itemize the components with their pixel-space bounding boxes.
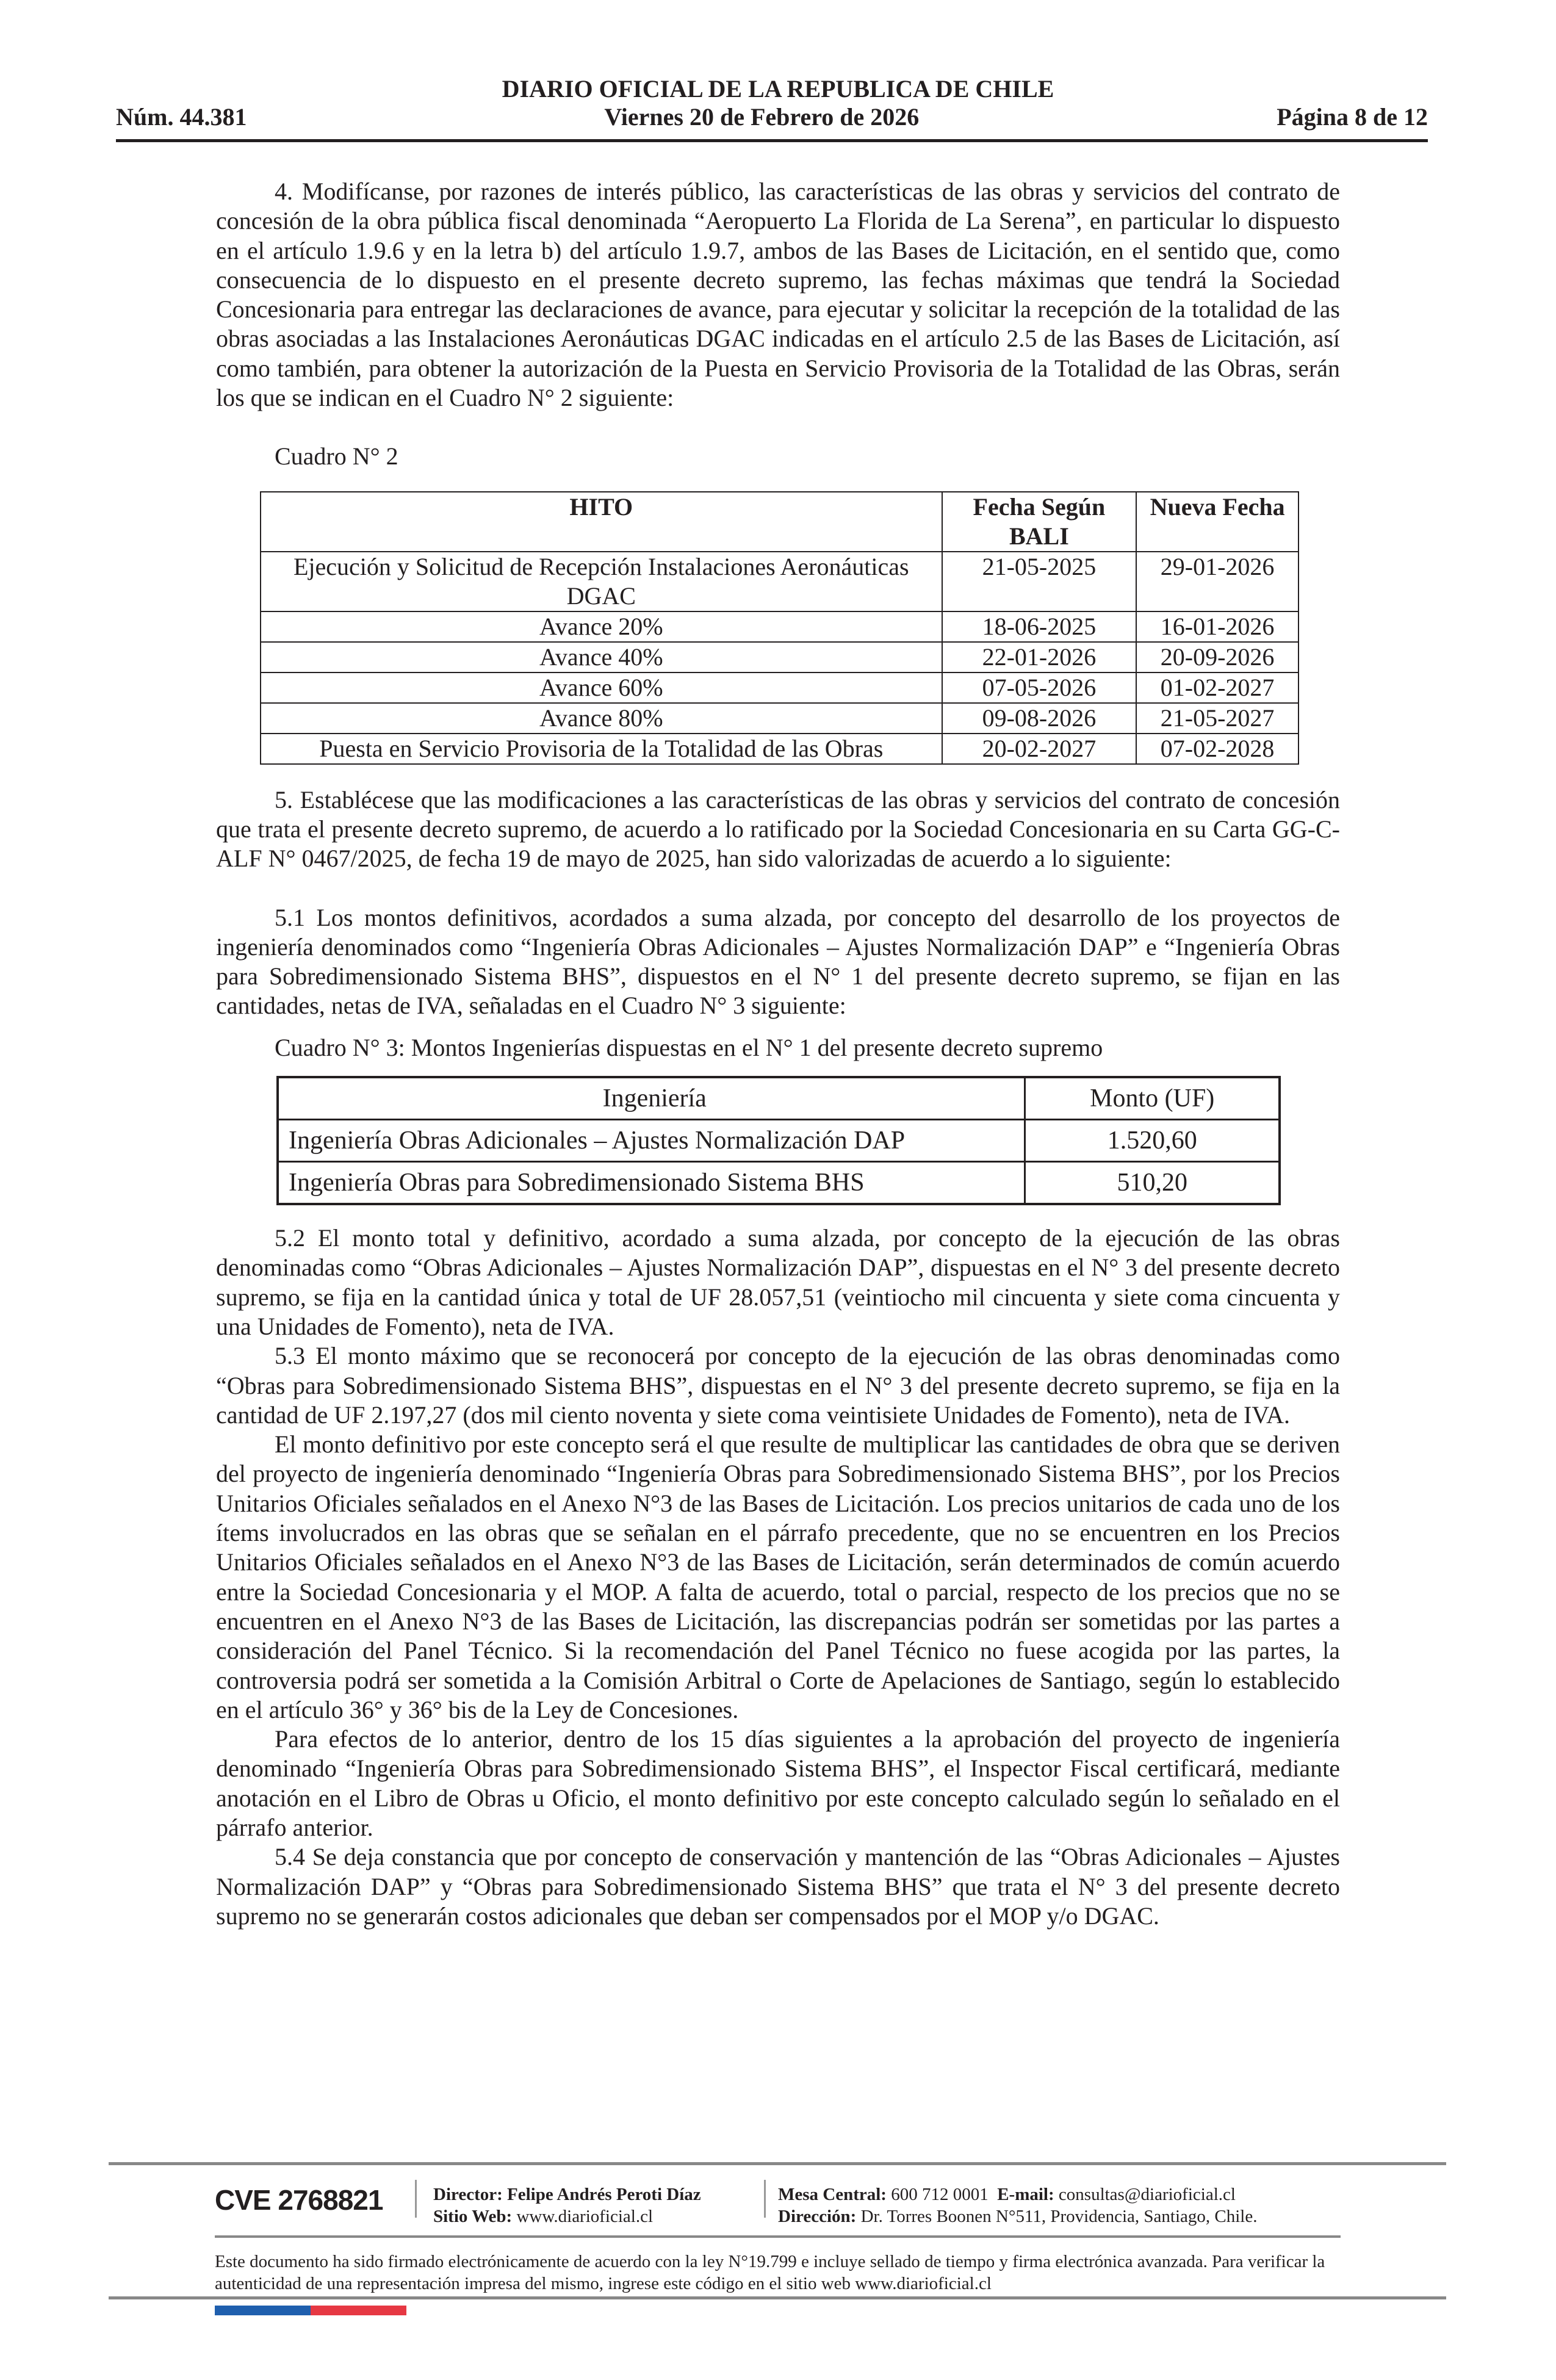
email-link[interactable]: consultas@diarioficial.cl [1058,2185,1236,2204]
page-indicator: Página 8 de 12 [1277,103,1428,131]
column-header: Monto (UF) [1025,1077,1280,1120]
mesa-label: Mesa Central: [778,2185,887,2204]
table-cell: Avance 60% [261,673,942,703]
table-cell: 510,20 [1025,1162,1280,1205]
table-cell: Avance 80% [261,703,942,734]
column-header: Fecha Según BALI [942,492,1137,552]
phone: 600 712 0001 [891,2185,989,2204]
header-divider [116,139,1428,142]
table-cell: Ingeniería Obras para Sobredimensionado Sistema BHS [278,1162,1025,1205]
cuadro-3-caption: Cuadro N° 3: Montos Ingenierías dispuestas en el N° 1 del presente decreto supremo [275,1033,1103,1061]
table-cell: 21-05-2027 [1136,703,1298,734]
table-cell: Puesta en Servicio Provisoria de la Totalidad de las Obras [261,734,942,764]
footer-inner-divider [215,2235,1341,2238]
cuadro-2-table [260,491,1299,765]
footer-director-block [433,2183,701,2227]
table-cell: Avance 20% [261,611,942,642]
table-cell: 16-01-2026 [1136,611,1298,642]
cuadro-3-table [276,1076,1281,1205]
table-cell: Ejecución y Solicitud de Recepción Instalaciones Aeronáuticas DGAC [261,552,942,611]
footer-separator [415,2180,417,2218]
table-cell: 18-06-2025 [942,611,1137,642]
flag-stripe-blue [215,2306,311,2315]
publication-title: DIARIO OFICIAL DE LA REPUBLICA DE CHILE [502,75,1054,103]
flag-stripe-red [311,2306,406,2315]
paragraph-5-3: 5.3 El monto máximo que se reconocerá por concepto de la ejecución de las obras denominadas como “Obras para Sobredimensionado Sistema BHS”, dispuestas en el N° 3 del presente decreto supremo, se fija en la cantidad de UF 2.197,27 (dos mil ciento noventa y siete coma veintisiete Unidades de Fomento), neta de IVA. [216,1342,1340,1429]
address-label: Dirección: [778,2207,857,2226]
table-cell: 21-05-2025 [942,552,1137,611]
web-label: Sitio Web: [433,2207,513,2226]
table-cell: 29-01-2026 [1136,552,1298,611]
table-cell: 22-01-2026 [942,642,1137,673]
table-cell: Avance 40% [261,642,942,673]
director-label: Director: [433,2185,503,2204]
paragraph-5-3-b: El monto definitivo por este concepto será el que resulte de multiplicar las cantidades de obra que se deriven del proyecto de ingeniería denominado “Ingeniería Obras para Sobredimensionado Sistema BHS”, por los Precios Unitarios Oficiales señalados en el Anexo N°3 de las Bases de Licitación. Los precios unitarios de cada uno de los ítems involucrados en las obras que se señalan en el párrafo precedente, que no se encuentren en los Precios Unitarios Oficiales señalados en el Anexo N°3 de las Bases de Licitación, serán determinados de común acuerdo entre la Sociedad Concesionaria y el MOP. A falta de acuerdo, total o parcial, respecto de los precios que no se encuentren en el Anexo N°3 de las Bases de Licitación, las discrepancias podrán ser sometidas por las partes a consideración del Panel Técnico. Si la recomendación del Panel Técnico no fuese acogida por las partes, la controversia podrá ser sometida a la Comisión Arbitral o Corte de Apelaciones de Santiago, según lo establecido en el artículo 36° y 36° bis de la Ley de Concesiones. [216,1430,1340,1723]
paragraph-5-4: 5.4 Se deja constancia que por concepto de conservación y mantención de las “Obras Adicionales – Ajustes Normalización DAP” y “Obras para Sobredimensionado Sistema BHS” que trata el N° 3 del presente decreto supremo no se generarán costos adicionales que deban ser compensados por el MOP y/o DGAC. [216,1843,1340,1930]
paragraph-5-1: 5.1 Los montos definitivos, acordados a suma alzada, por concepto del desarrollo de los proyectos de ingeniería denominados como “Ingeniería Obras Adicionales – Ajustes Normalización DAP” e “Ingeniería Obras para Sobredimensionado Sistema BHS”, dispuestos en el N° 1 del presente decreto supremo, se fijan en las cantidades, netas de IVA, señaladas en el Cuadro N° 3 siguiente: [216,903,1340,1020]
column-header: Nueva Fecha [1136,492,1298,552]
document-body [216,177,1340,1931]
column-header: Ingeniería [278,1077,1025,1120]
column-header: HITO [261,492,942,552]
table-cell: 20-02-2027 [942,734,1137,764]
table-row [261,552,1298,611]
address: Dr. Torres Boonen N°511, Providencia, Santiago, Chile. [860,2207,1258,2226]
table-row [261,673,1298,703]
table-row [261,611,1298,642]
table-cell: 20-09-2026 [1136,642,1298,673]
paragraph-4: 4. Modifícanse, por razones de interés público, las características de las obras y servicios del contrato de concesión de la obra pública fiscal denominada “Aeropuerto La Florida de La Serena”, en particular lo dispuesto en el artículo 1.9.6 y en la letra b) del artículo 1.9.7, ambos de las Bases de Licitación, en el sentido que, como consecuencia de lo dispuesto en el presente decreto supremo, las fechas máximas que tendrá la Sociedad Concesionaria para entregar las declaraciones de avance, para ejecutar y solicitar la recepción de la totalidad de las obras asociadas a las Instalaciones Aeronáuticas DGAC indicadas en el artículo 2.5 de las Bases de Licitación, así como también, para obtener la autorización de la Puesta en Servicio Provisoria de la Totalidad de las Obras, serán los que se indican en el Cuadro N° 2 siguiente: [216,178,1340,412]
director-name: Felipe Andrés Peroti Díaz [507,2185,701,2204]
cuadro-2-caption: Cuadro N° 2 [275,442,398,471]
paragraph-5-3-c: Para efectos de lo anterior, dentro de los 15 días siguientes a la aprobación del proyecto de ingeniería denominado “Ingeniería Obras para Sobredimensionado Sistema BHS”, el Inspector Fiscal certificará, mediante anotación en el Libro de Obras u Oficio, el monto definitivo por este concepto calculado según lo señalado en el párrafo anterior. [216,1725,1340,1841]
footer-divider [109,2162,1446,2165]
table-cell: 07-05-2026 [942,673,1137,703]
signature-note: Este documento ha sido firmado electrónicamente de acuerdo con la ley N°19.799 e incluye sellado de tiempo y firma electrónica avanzada. Para verificar la autenticidad de una representación impresa del mismo, ingrese este código en el sitio web www.diarioficial.cl [215,2252,1325,2293]
issue-date: Viernes 20 de Febrero de 2026 [604,103,920,131]
footer-contact-block [778,2183,1257,2227]
table-cell: 01-02-2027 [1136,673,1298,703]
paragraph-5-2: 5.2 El monto total y definitivo, acordado a suma alzada, por concepto de la ejecución de las obras denominadas como “Obras Adicionales – Ajustes Normalización DAP”, dispuestas en el N° 3 del presente decreto supremo, se fija en la cantidad única y total de UF 28.057,51 (veintiocho mil cincuenta y siete coma cincuenta y una Unidades de Fomento), neta de IVA. [216,1224,1340,1340]
table-row [278,1120,1280,1162]
email-label: E-mail: [997,2185,1054,2204]
footer-separator [764,2180,766,2218]
table-row [261,642,1298,673]
table-row [261,703,1298,734]
paragraph-5: 5. Establécese que las modificaciones a las características de las obras y servicios del contrato de concesión que trata el presente decreto supremo, de acuerdo a lo ratificado por la Sociedad Concesionaria en su Carta GG-C-ALF N° 0467/2025, de fecha 19 de mayo de 2025, han sido valorizadas de acuerdo a lo siguiente: [216,785,1340,873]
website-link[interactable]: www.diarioficial.cl [516,2207,654,2226]
table-cell: 09-08-2026 [942,703,1137,734]
table-cell: 07-02-2028 [1136,734,1298,764]
table-cell: 1.520,60 [1025,1120,1280,1162]
issue-number: Núm. 44.381 [116,103,247,131]
footer-bottom-divider [109,2296,1446,2299]
cve-code: CVE 2768821 [215,2184,383,2216]
table-row [278,1162,1280,1205]
table-row [261,734,1298,764]
header-row [116,103,1428,131]
table-cell: Ingeniería Obras Adicionales – Ajustes Normalización DAP [278,1120,1025,1162]
